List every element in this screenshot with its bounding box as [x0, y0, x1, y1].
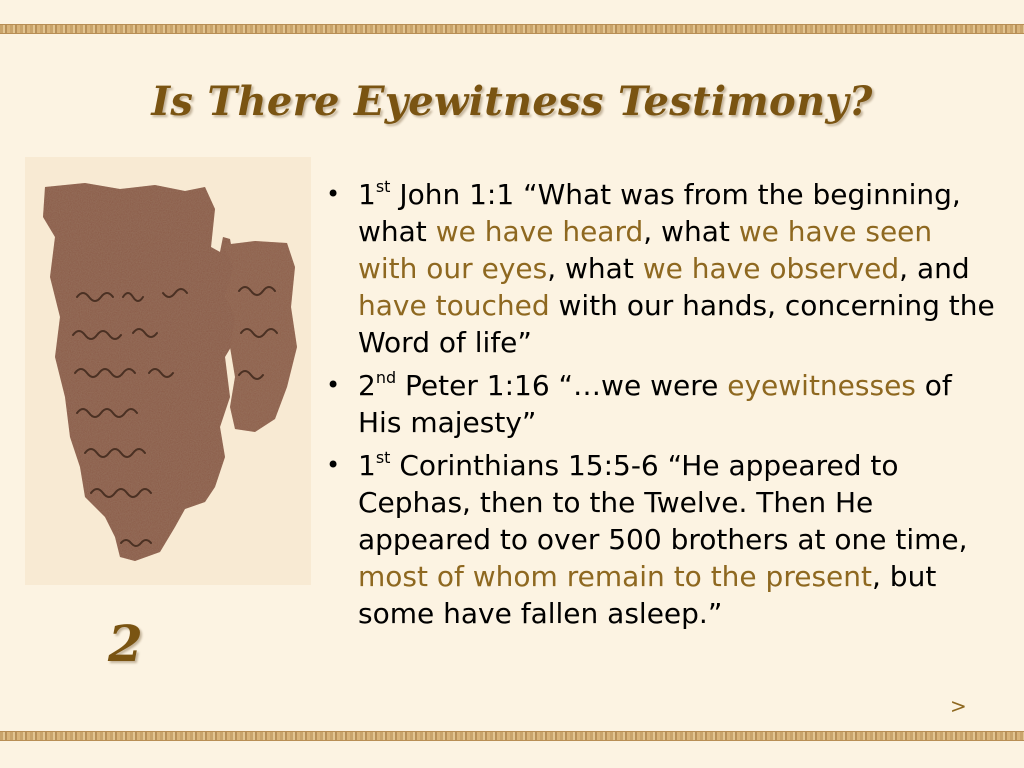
next-slide-link[interactable]: >	[950, 694, 967, 718]
highlighted-phrase: eyewitnesses	[727, 369, 916, 402]
scripture-reference: Corinthians 15:5-6	[390, 449, 659, 482]
quote-text: with our hands, concerning the Word of life”	[358, 289, 995, 359]
quote-text: “He appeared to Cephas, then to the Twelve. Then He appeared to over 500 brothers at one time,	[358, 449, 968, 556]
slide-number: 2	[108, 614, 143, 673]
top-decorative-rule	[0, 24, 1024, 34]
quote-text: , what	[547, 252, 643, 285]
reference-ordinal: 2	[358, 369, 376, 402]
reference-ordinal-suffix: st	[375, 176, 391, 196]
reference-ordinal: 1	[358, 178, 376, 211]
highlighted-phrase: have touched	[358, 289, 550, 322]
quote-text: “…we were	[549, 369, 728, 402]
reference-ordinal: 1	[358, 449, 376, 482]
quote-text: of His majesty”	[358, 369, 952, 439]
quote-text: “What was from the beginning, what	[358, 178, 961, 248]
bullet-marker: •	[326, 180, 341, 208]
scripture-reference: John 1:1	[390, 178, 515, 211]
highlighted-phrase: most of whom remain to the present	[358, 560, 872, 593]
bottom-decorative-rule	[0, 731, 1024, 741]
slide-title: Is There Eyewitness Testimony?	[151, 78, 873, 125]
papyrus-main-piece	[43, 183, 240, 561]
papyrus-fragment-image	[25, 157, 311, 585]
quote-text: , but some have fallen asleep.”	[358, 560, 937, 630]
reference-ordinal-suffix: st	[375, 447, 391, 467]
bullet-item	[318, 447, 998, 632]
scripture-reference: Peter 1:16	[396, 369, 550, 402]
reference-ordinal-suffix: nd	[375, 367, 397, 387]
quote-text: , and	[899, 252, 970, 285]
highlighted-phrase: we have seen with our eyes	[358, 215, 933, 285]
quote-text: , what	[643, 215, 739, 248]
bullet-item	[318, 176, 998, 361]
highlighted-phrase: we have heard	[435, 215, 644, 248]
bullet-marker: •	[326, 371, 341, 399]
bullet-item	[318, 367, 998, 441]
bullet-marker: •	[326, 451, 341, 479]
bullet-list	[318, 176, 998, 638]
papyrus-fragment-illustration	[25, 157, 311, 585]
highlighted-phrase: we have observed	[642, 252, 900, 285]
